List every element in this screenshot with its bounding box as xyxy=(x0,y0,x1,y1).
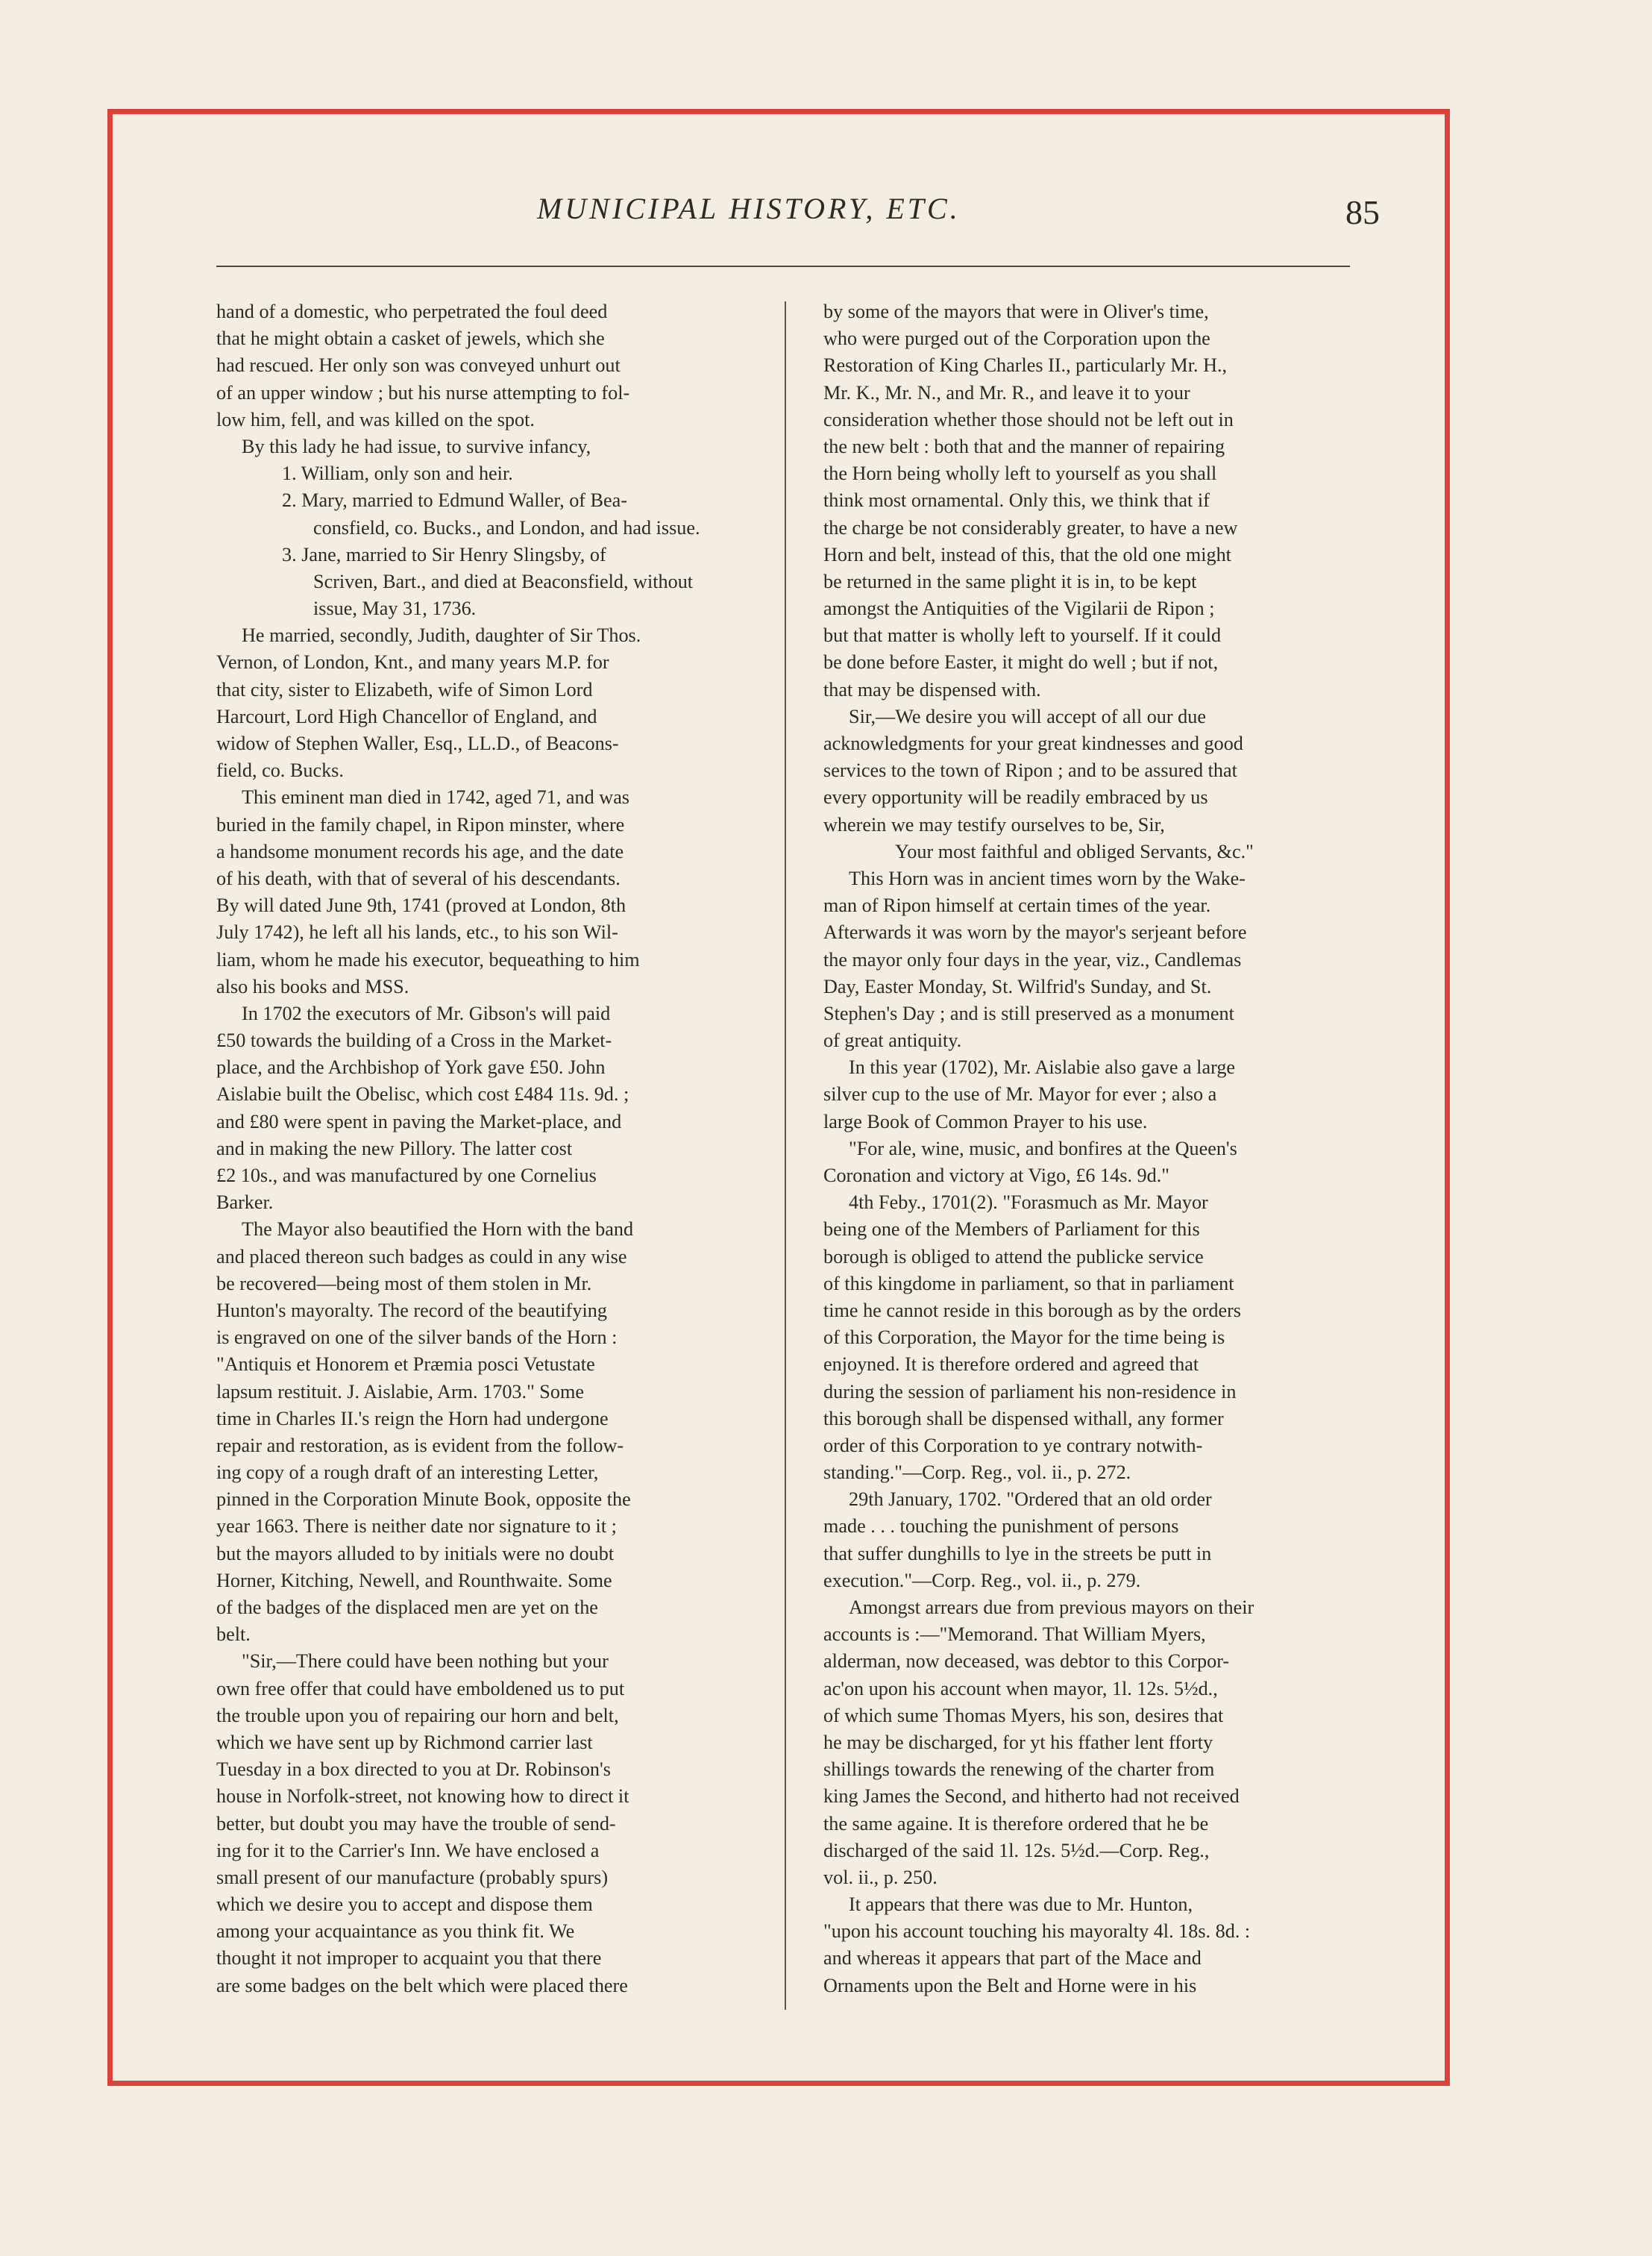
text-line: and placed thereon such badges as could in any wise xyxy=(216,1245,627,1268)
text-line: hand of a domestic, who perpetrated the foul deed xyxy=(216,301,608,322)
page-number: 85 xyxy=(1345,193,1380,231)
running-title: MUNICIPAL HISTORY, ETC. xyxy=(537,192,961,225)
text-line: order of this Corporation to ye contrary notwith- xyxy=(823,1434,1203,1456)
text-line: Harcourt, Lord High Chancellor of England, and xyxy=(216,705,597,727)
text-line: pinned in the Corporation Minute Book, opposite the xyxy=(216,1488,631,1511)
text-line: "upon his account touching his mayoralty 4l. 18s. 8d. : xyxy=(823,1920,1251,1943)
text-line: vol. ii., p. 250. xyxy=(823,1866,938,1888)
text-line: also his books and MSS. xyxy=(216,975,409,997)
text-line: had rescued. Her only son was conveyed unhurt out xyxy=(216,354,621,377)
left-column xyxy=(216,298,750,1999)
text-line: small present of our manufacture (probably spurs) xyxy=(216,1866,609,1888)
text-line: Coronation and victory at Vigo, £6 14s. 9d." xyxy=(823,1165,1169,1186)
text-line: low him, fell, and was killed on the spot. xyxy=(216,408,535,430)
text-line: own free offer that could have emboldened us to put xyxy=(216,1677,625,1699)
text-line: £50 towards the building of a Cross in the Market- xyxy=(216,1030,612,1052)
text-line: services to the town of Ripon ; and to be assured that xyxy=(823,759,1237,782)
text-line: during the session of parliament his non-residence in xyxy=(823,1380,1237,1403)
text-line: field, co. Bucks. xyxy=(216,759,344,782)
text-line: Your most faithful and obliged Servants, &c." xyxy=(895,840,1254,862)
text-line: every opportunity will be readily embraced by us xyxy=(823,786,1208,809)
text-line: Stephen's Day ; and is still preserved as a monument xyxy=(823,1002,1234,1024)
text-line: lapsum restituit. J. Aislabie, Arm. 1703." Some xyxy=(216,1380,584,1403)
text-line: enjoyned. It is therefore ordered and agreed that xyxy=(823,1353,1199,1376)
text-line: Sir,—We desire you will accept of all our due xyxy=(849,705,1206,727)
text-line: acknowledgments for your great kindnesses and good xyxy=(823,733,1243,754)
text-line: man of Ripon himself at certain times of the year. xyxy=(823,894,1211,917)
header-rule xyxy=(216,266,1350,267)
text-line: amongst the Antiquities of the Vigilarii de Ripon ; xyxy=(823,598,1215,620)
text-line: It appears that there was due to Mr. Hunton, xyxy=(849,1893,1193,1916)
text-line: 3. Jane, married to Sir Henry Slingsby, of xyxy=(282,543,606,565)
text-line: being one of the Members of Parliament for this xyxy=(823,1218,1200,1241)
text-line: consfield, co. Bucks., and London, and had issue. xyxy=(313,516,700,539)
text-line: Barker. xyxy=(216,1191,274,1214)
text-line: Amongst arrears due from previous mayors on their xyxy=(849,1597,1254,1618)
text-line: the new belt : both that and the manner of repairing xyxy=(823,435,1225,457)
text-line: alderman, now deceased, was debtor to this Corpor- xyxy=(823,1650,1230,1673)
text-line: Vernon, of London, Knt., and many years M.P. for xyxy=(216,651,609,674)
text-line: July 1742), he left all his lands, etc., to his son Wil- xyxy=(216,921,618,944)
text-line: of an upper window ; but his nurse attempting to fol- xyxy=(216,381,630,404)
text-line: the charge be not considerably greater, to have a new xyxy=(823,516,1238,539)
text-line: Ornaments upon the Belt and Horne were in his xyxy=(823,1974,1197,1996)
text-line: the mayor only four days in the year, viz., Candlemas xyxy=(823,948,1242,971)
text-line: Horn and belt, instead of this, that the old one might xyxy=(823,543,1231,565)
right-column xyxy=(823,298,1354,1999)
text-line: time in Charles II.'s reign the Horn had undergone xyxy=(216,1407,609,1429)
text-line: of the badges of the displaced men are yet on the xyxy=(216,1597,598,1618)
text-line: discharged of the said 1l. 12s. 5½d.—Corp. Reg., xyxy=(823,1839,1210,1861)
text-line: The Mayor also beautified the Horn with the band xyxy=(242,1218,634,1241)
text-line: In this year (1702), Mr. Aislabie also gave a large xyxy=(849,1056,1236,1079)
text-line: Afterwards it was worn by the mayor's serjeant before xyxy=(823,921,1247,944)
text-line: Hunton's mayoralty. The record of the beautifying xyxy=(216,1299,607,1321)
text-line: thought it not improper to acquaint you that there xyxy=(216,1947,602,1970)
column-divider xyxy=(785,301,786,2010)
text-line: that city, sister to Elizabeth, wife of Simon Lord xyxy=(216,678,593,701)
text-line: made . . . touching the punishment of persons xyxy=(823,1515,1179,1538)
text-line: repair and restoration, as is evident from the follow- xyxy=(216,1434,624,1456)
text-line: silver cup to the use of Mr. Mayor for ever ; also a xyxy=(823,1083,1217,1106)
text-line: of great antiquity. xyxy=(823,1030,962,1052)
text-line: is engraved on one of the silver bands of the Horn : xyxy=(216,1326,618,1349)
text-line: buried in the family chapel, in Ripon minster, where xyxy=(216,813,625,836)
text-line: "For ale, wine, music, and bonfires at the Queen's xyxy=(849,1137,1237,1159)
text-line: king James the Second, and hitherto had not received xyxy=(823,1785,1240,1808)
text-line: of his death, with that of several of his descendants. xyxy=(216,867,621,889)
text-line: a handsome monument records his age, and the date xyxy=(216,840,624,862)
text-line: 29th January, 1702. "Ordered that an old order xyxy=(849,1488,1212,1511)
text-line: shillings towards the renewing of the charter from xyxy=(823,1758,1215,1781)
text-line: but the mayors alluded to by initials were no doubt xyxy=(216,1542,615,1564)
text-line: ing for it to the Carrier's Inn. We have enclosed a xyxy=(216,1839,600,1861)
text-line: the Horn being wholly left to yourself as you shall xyxy=(823,463,1217,485)
text-line: that he might obtain a casket of jewels, which she xyxy=(216,328,605,350)
text-line: of this kingdome in parliament, so that in parliament xyxy=(823,1272,1234,1294)
text-line: Tuesday in a box directed to you at Dr. Robinson's xyxy=(216,1758,611,1781)
text-line: Aislabie built the Obelisc, which cost £484 11s. 9d. ; xyxy=(216,1083,629,1106)
text-line: borough is obliged to attend the publicke service xyxy=(823,1245,1204,1268)
text-line: he may be discharged, for yt his ffather lent fforty xyxy=(823,1731,1213,1753)
text-line: place, and the Archbishop of York gave £50. John xyxy=(216,1056,606,1079)
text-line: of this Corporation, the Mayor for the time being is xyxy=(823,1326,1225,1349)
text-line: execution."—Corp. Reg., vol. ii., p. 279. xyxy=(823,1569,1141,1591)
text-line: are some badges on the belt which were placed there xyxy=(216,1974,628,1996)
text-line: "Sir,—There could have been nothing but your xyxy=(242,1650,609,1673)
text-line: widow of Stephen Waller, Esq., LL.D., of Beacons- xyxy=(216,733,619,754)
text-line: but that matter is wholly left to yourself. If it could xyxy=(823,624,1222,647)
text-line: and in making the new Pillory. The latter cost xyxy=(216,1137,573,1159)
text-line: be returned in the same plight it is in, to be kept xyxy=(823,570,1197,592)
text-line: the same againe. It is therefore ordered that he be xyxy=(823,1812,1209,1834)
text-line: Scriven, Bart., and died at Beaconsfield, without xyxy=(313,570,694,592)
text-line: who were purged out of the Corporation upon the xyxy=(823,328,1210,350)
text-line: ing copy of a rough draft of an interesting Letter, xyxy=(216,1461,599,1484)
text-line: better, but doubt you may have the trouble of send- xyxy=(216,1812,616,1834)
text-line: 4th Feby., 1701(2). "Forasmuch as Mr. Mayor xyxy=(849,1191,1208,1214)
running-head xyxy=(216,191,1417,243)
text-line: consideration whether those should not be left out in xyxy=(823,408,1234,430)
text-line: think most ornamental. Only this, we think that if xyxy=(823,489,1210,512)
text-line: house in Norfolk-street, not knowing how to direct it xyxy=(216,1785,629,1808)
text-line: Horner, Kitching, Newell, and Rounthwaite. Some xyxy=(216,1569,612,1591)
text-line: this borough shall be dispensed withall, any former xyxy=(823,1407,1224,1429)
text-line: "Antiquis et Honorem et Præmia posci Vetustate xyxy=(216,1353,595,1376)
text-line: 2. Mary, married to Edmund Waller, of Bea- xyxy=(282,489,627,512)
text-line: of which sume Thomas Myers, his son, desires that xyxy=(823,1704,1224,1726)
text-line: large Book of Common Prayer to his use. xyxy=(823,1110,1148,1132)
text-line: which we have sent up by Richmond carrier last xyxy=(216,1731,593,1753)
text-line: In 1702 the executors of Mr. Gibson's will paid xyxy=(242,1002,611,1024)
text-line: among your acquaintance as you think fit. We xyxy=(216,1920,575,1943)
text-line: belt. xyxy=(216,1623,251,1646)
text-line: 1. William, only son and heir. xyxy=(282,463,513,485)
text-line: be recovered—being most of them stolen in Mr. xyxy=(216,1272,592,1294)
text-line: ac'on upon his account when mayor, 1l. 12s. 5½d., xyxy=(823,1677,1218,1699)
text-line: accounts is :—"Memorand. That William Myers, xyxy=(823,1623,1206,1646)
text-line: Day, Easter Monday, St. Wilfrid's Sunday, and St. xyxy=(823,975,1212,997)
text-line: that may be dispensed with. xyxy=(823,678,1041,701)
text-line: Mr. K., Mr. N., and Mr. R., and leave it to your xyxy=(823,381,1190,404)
text-line: be done before Easter, it might do well ; but if not, xyxy=(823,651,1219,674)
text-line: and £80 were spent in paving the Market-place, and xyxy=(216,1110,622,1132)
text-line: and whereas it appears that part of the Mace and xyxy=(823,1947,1202,1970)
text-line: liam, whom he made his executor, bequeathing to him xyxy=(216,948,640,971)
text-line: wherein we may testify ourselves to be, Sir, xyxy=(823,813,1165,836)
text-line: Restoration of King Charles II., particularly Mr. H., xyxy=(823,354,1228,377)
text-line: which we desire you to accept and dispose them xyxy=(216,1893,593,1916)
text-line: By this lady he had issue, to survive infancy, xyxy=(242,435,591,457)
text-line: This Horn was in ancient times worn by the Wake- xyxy=(849,867,1246,889)
text-line: year 1663. There is neither date nor signature to it ; xyxy=(216,1515,617,1538)
text-line: by some of the mayors that were in Oliver's time, xyxy=(823,301,1209,322)
text-line: standing."—Corp. Reg., vol. ii., p. 272. xyxy=(823,1461,1131,1484)
text-line: that suffer dunghills to lye in the streets be putt in xyxy=(823,1542,1212,1564)
text-line: He married, secondly, Judith, daughter of Sir Thos. xyxy=(242,624,641,647)
text-line: By will dated June 9th, 1741 (proved at London, 8th xyxy=(216,894,626,917)
text-line: time he cannot reside in this borough as by the orders xyxy=(823,1299,1241,1321)
text-line: £2 10s., and was manufactured by one Cornelius xyxy=(216,1165,597,1186)
text-line: This eminent man died in 1742, aged 71, and was xyxy=(242,786,630,809)
text-line: issue, May 31, 1736. xyxy=(313,598,477,620)
text-line: the trouble upon you of repairing our horn and belt, xyxy=(216,1704,619,1726)
